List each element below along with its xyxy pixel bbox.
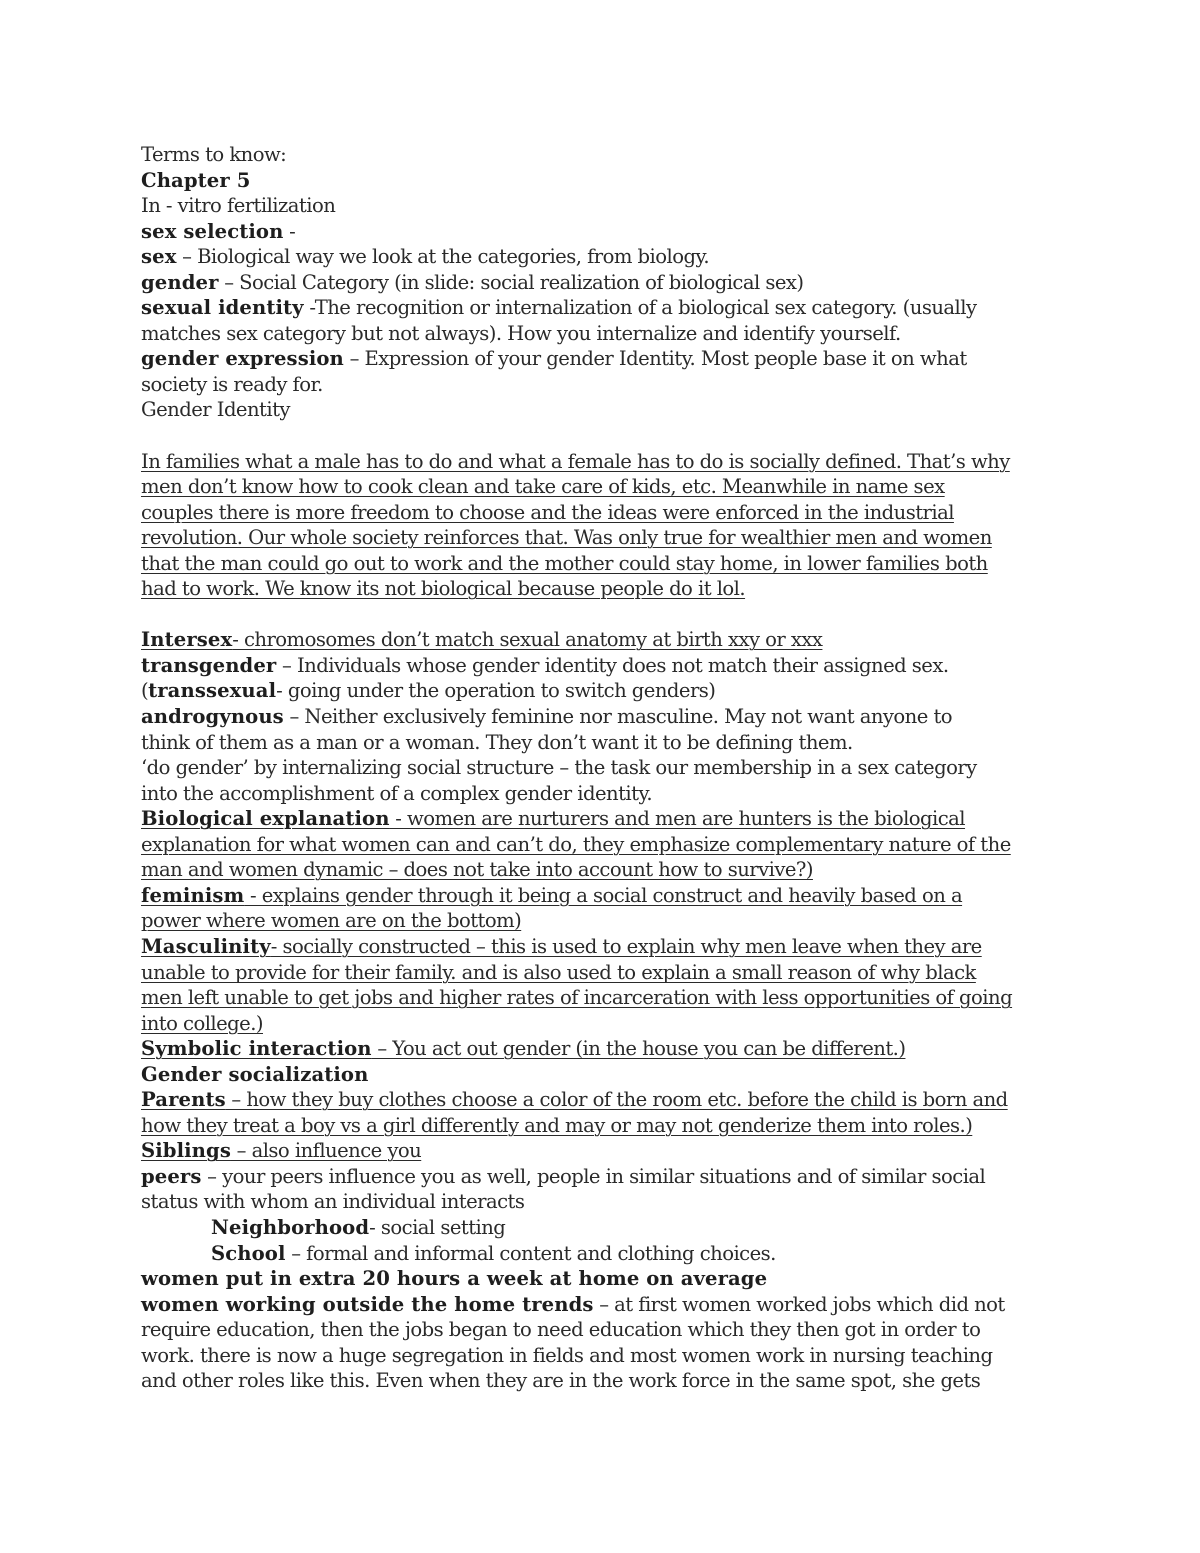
masculinity-term: Masculinity bbox=[141, 934, 271, 958]
symbolic-interaction-def: – You act out gender (in the house you can be different.) bbox=[371, 1037, 906, 1061]
sex-selection-def: - bbox=[283, 219, 296, 243]
gender-line bbox=[141, 270, 1071, 296]
families-paragraph-line: couples there is more freedom to choose and the ideas were enforced in the industrial bbox=[141, 500, 954, 524]
parents-term: Parents bbox=[141, 1088, 226, 1112]
gender-def: – Social Category (in slide: social realization of biological sex) bbox=[218, 270, 804, 294]
families-paragraph-line: men don’t know how to cook clean and take care of kids, etc. Meanwhile in name sex bbox=[141, 475, 945, 499]
masculinity-line bbox=[141, 934, 1071, 960]
families-paragraph-line: had to work. We know its not biological because people do it lol. bbox=[141, 577, 746, 601]
intersex-def: - chromosomes don’t match sexual anatomy at birth xxy or xxx bbox=[232, 628, 823, 652]
biological-explanation-term: Biological explanation bbox=[141, 807, 390, 831]
feminism-term: feminism bbox=[141, 883, 245, 907]
masculinity-cont: men left unable to get jobs and higher rates of incarceration with less opportunities of going bbox=[141, 986, 1013, 1010]
parents-def: – how they buy clothes choose a color of the room etc. before the child is born and bbox=[225, 1088, 1008, 1112]
intersex-term: Intersex bbox=[141, 628, 233, 652]
sexual-identity-cont: matches sex category but not always). How you internalize and identify yourself. bbox=[141, 321, 901, 345]
document-page bbox=[141, 142, 1071, 1394]
transgender-term: transgender bbox=[141, 653, 277, 677]
school-line bbox=[141, 1241, 1071, 1267]
families-paragraph-line: that the man could go out to work and the mother could stay home, in lower families both bbox=[141, 551, 988, 575]
sexual-identity-def: -The recognition or internalization of a biological sex category. (usually bbox=[303, 296, 977, 320]
neighborhood-def: - social setting bbox=[369, 1215, 506, 1239]
symbolic-interaction-line bbox=[141, 1036, 1071, 1062]
biological-explanation-def: - women are nurturers and men are hunters is the biological bbox=[389, 807, 966, 831]
school-def: – formal and informal content and clothing choices. bbox=[285, 1241, 776, 1265]
blank-line bbox=[141, 602, 1071, 628]
peers-line bbox=[141, 1164, 1071, 1190]
biological-explanation-cont: man and women dynamic – does not take into account how to survive?) bbox=[141, 858, 813, 882]
androgynous-cont: think of them as a man or a woman. They don’t want it to be defining them. bbox=[141, 730, 853, 754]
sex-term: sex bbox=[141, 245, 177, 269]
masculinity-def: - socially constructed – this is used to explain why men leave when they are bbox=[270, 934, 982, 958]
androgynous-def: – Neither exclusively feminine nor masculine. May not want anyone to bbox=[283, 705, 953, 729]
sex-def: – Biological way we look at the categories, from biology. bbox=[176, 245, 710, 269]
intersex-line bbox=[141, 627, 1071, 653]
gender-identity-term: Gender Identity bbox=[141, 398, 290, 422]
sex-selection-line bbox=[141, 219, 1071, 245]
women-working-line bbox=[141, 1292, 1071, 1318]
terms-heading: Terms to know: bbox=[141, 143, 287, 166]
androgynous-term: androgynous bbox=[141, 705, 284, 729]
gender-socialization-heading: Gender socialization bbox=[141, 1062, 369, 1086]
parents-line bbox=[141, 1087, 1071, 1113]
gender-expression-term: gender expression bbox=[141, 347, 344, 371]
families-paragraph-line: In families what a male has to do and what a female has to do is socially defined. That’s why bbox=[141, 449, 1010, 473]
androgynous-line bbox=[141, 704, 1071, 730]
masculinity-cont: unable to provide for their family. and is also used to explain a small reason of why black bbox=[141, 960, 976, 984]
sexual-identity-line bbox=[141, 295, 1071, 321]
biological-explanation-cont: explanation for what women can and can’t do, they emphasize complementary nature of the bbox=[141, 832, 1011, 856]
women-working-cont: work. there is now a huge segregation in fields and most women work in nursing teaching bbox=[141, 1343, 993, 1367]
transsexual-line bbox=[141, 678, 1071, 704]
gender-expression-cont: society is ready for. bbox=[141, 372, 323, 396]
sex-line bbox=[141, 244, 1071, 270]
ivf-term: In - vitro fertilization bbox=[141, 194, 336, 218]
transgender-def: – Individuals whose gender identity does not match their assigned sex. bbox=[276, 653, 949, 677]
transsexual-term: transsexual bbox=[148, 679, 277, 703]
women-working-cont: require education, then the jobs began to need education which they then got in order to bbox=[141, 1318, 981, 1342]
symbolic-interaction-term: Symbolic interaction bbox=[141, 1037, 372, 1061]
masculinity-cont: into college.) bbox=[141, 1011, 263, 1035]
transsexual-def: - going under the operation to switch genders) bbox=[276, 679, 716, 703]
transsexual-open: ( bbox=[141, 679, 149, 703]
women-working-term: women working outside the home trends bbox=[141, 1292, 594, 1316]
sex-selection-term: sex selection bbox=[141, 219, 284, 243]
sexual-identity-term: sexual identity bbox=[141, 296, 304, 320]
peers-def: – your peers influence you as well, people in similar situations and of similar social bbox=[201, 1164, 986, 1188]
transgender-line bbox=[141, 653, 1071, 679]
women-working-cont: and other roles like this. Even when they are in the work force in the same spot, she gets bbox=[141, 1369, 981, 1393]
peers-term: peers bbox=[141, 1164, 202, 1188]
women-extra-hours-heading: women put in extra 20 hours a week at home on average bbox=[141, 1267, 768, 1291]
parents-cont: how they treat a boy vs a girl differently and may or may not genderize them into roles.) bbox=[141, 1113, 973, 1137]
neighborhood-term: Neighborhood bbox=[211, 1215, 370, 1239]
biological-explanation-line bbox=[141, 806, 1071, 832]
feminism-def: - explains gender through it being a social construct and heavily based on a bbox=[244, 883, 963, 907]
school-term: School bbox=[211, 1241, 286, 1265]
siblings-def: – also influence you bbox=[230, 1139, 422, 1163]
feminism-cont: power where women are on the bottom) bbox=[141, 909, 522, 933]
gender-expression-def: – Expression of your gender Identity. Most people base it on what bbox=[343, 347, 967, 371]
blank-line bbox=[141, 423, 1071, 449]
peers-cont: status with whom an individual interacts bbox=[141, 1190, 525, 1214]
neighborhood-line bbox=[141, 1215, 1071, 1241]
gender-term: gender bbox=[141, 270, 219, 294]
siblings-term: Siblings bbox=[141, 1139, 231, 1163]
siblings-line bbox=[141, 1138, 1071, 1164]
do-gender-cont: into the accomplishment of a complex gender identity. bbox=[141, 781, 653, 805]
women-working-def: – at first women worked jobs which did not bbox=[593, 1292, 1005, 1316]
chapter-title: Chapter 5 bbox=[141, 168, 251, 192]
families-paragraph-line: revolution. Our whole society reinforces that. Was only true for wealthier men and women bbox=[141, 526, 992, 550]
feminism-line bbox=[141, 883, 1071, 909]
do-gender-line: ‘do gender’ by internalizing social structure – the task our membership in a sex category bbox=[141, 756, 977, 780]
gender-expression-line bbox=[141, 346, 1071, 372]
